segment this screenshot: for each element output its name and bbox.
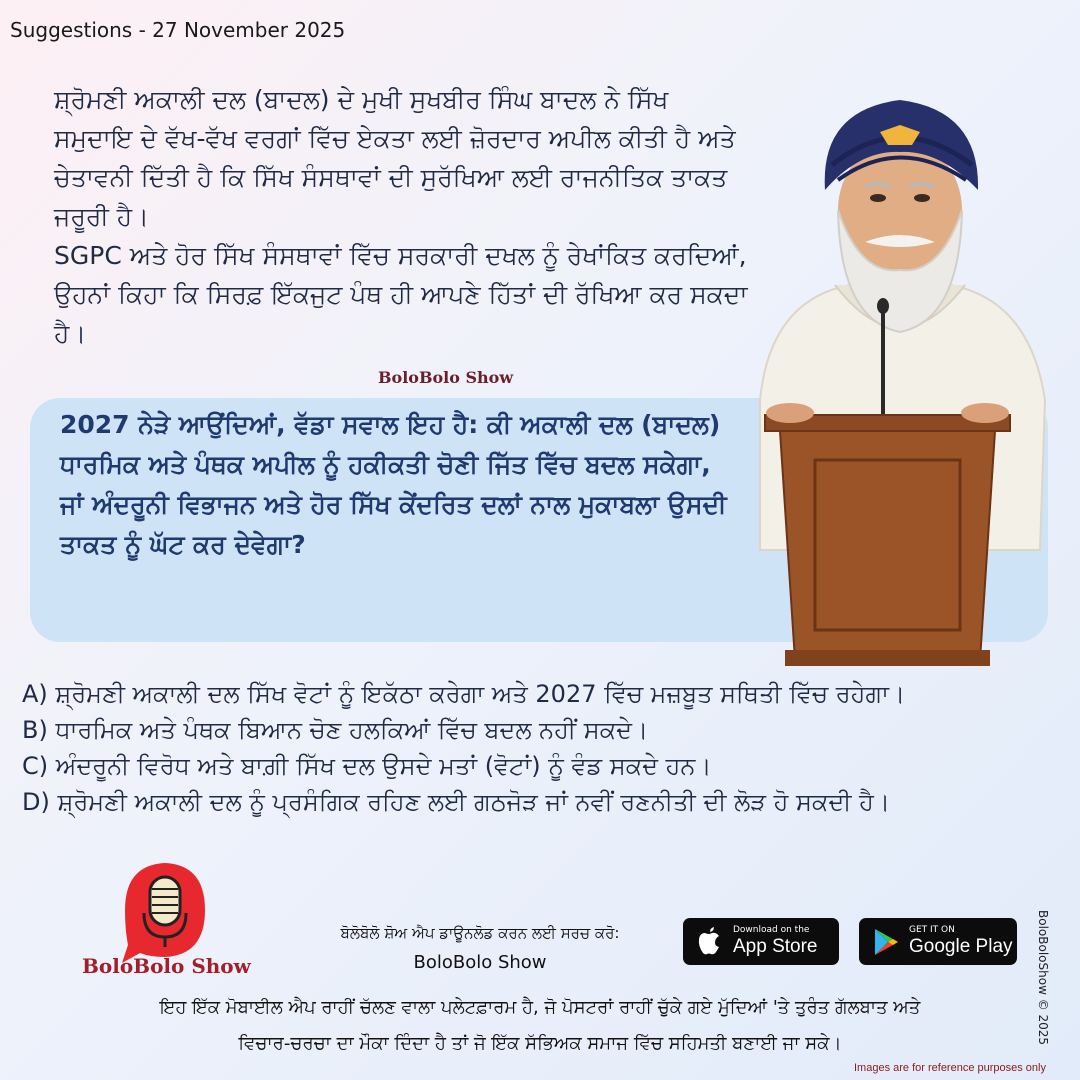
- answer-options: [22, 676, 1062, 820]
- apple-icon: [695, 927, 725, 957]
- footer-line-1: ਇਹ ਇੱਕ ਮੋਬਾਈਲ ਐਪ ਰਾਹੀਂ ਚੱਲਣ ਵਾਲਾ ਪਲੇਟਫ਼ਾਰਮ ਹੈ, ਜੋ ਪੋਸਟਰਾਂ ਰਾਹੀਂ ਚੁੱਕੇ ਗਏ ਮੁੱਦਿਆਂ 'ਤੇ ਤੁਰੰਤ ਗੱਲਬਾਤ ਅਤੇ: [159, 997, 921, 1018]
- intro-paragraph-2: SGPC ਅਤੇ ਹੋਰ ਸਿੱਖ ਸੰਸਥਾਵਾਂ ਵਿੱਚ ਸਰਕਾਰੀ ਦਖਲ ਨੂੰ ਰੇਖਾਂਕਿਤ ਕਰਦਿਆਂ, ਉਹਨਾਂ ਕਿਹਾ ਕਿ ਸਿਰਫ਼ ਇੱਕਜੁਟ ਪੰਥ ਹੀ ਆਪਣੇ ਹਿੱਤਾਂ ਦੀ ਰੱਖਿਆ ਕਰ ਸਕਦਾ ਹੈ।: [54, 241, 748, 348]
- search-instruction: ਬੋਲੋਬੋਲੋ ਸ਼ੋਅ ਐਪ ਡਾਊਨਲੋਡ ਕਰਨ ਲਈ ਸਰਚ ਕਰੋ:: [340, 924, 620, 942]
- copyright-notice: BoloBoloShow © 2025: [1036, 910, 1050, 1046]
- footer-line-2: ਵਿਚਾਰ-ਚਰਚਾ ਦਾ ਮੌਕਾ ਦਿੰਦਾ ਹੈ ਤਾਂ ਜੋ ਇੱਕ ਸੱਭਿਅਕ ਸਮਾਜ ਵਿੱਚ ਸਹਿਮਤੀ ਬਣਾਈ ਜਾ ਸਕੇ।: [238, 1033, 842, 1054]
- intro-text: [54, 80, 754, 353]
- option-c[interactable]: C) ਅੰਦਰੂਨੀ ਵਿਰੋਧ ਅਤੇ ਬਾਗ਼ੀ ਸਿੱਖ ਦਲ ਉਸਦੇ ਮਤਾਂ (ਵੋਟਾਂ) ਨੂੰ ਵੰਡ ਸਕਦੇ ਹਨ।: [22, 752, 712, 780]
- option-a[interactable]: A) ਸ਼੍ਰੋਮਣੀ ਅਕਾਲੀ ਦਲ ਸਿੱਖ ਵੋਟਾਂ ਨੂੰ ਇਕੱਠਾ ਕਰੇਗਾ ਅਤੇ 2027 ਵਿੱਚ ਮਜ਼ਬੂਤ ਸਥਿਤੀ ਵਿੱਚ ਰਹੇਗਾ।: [22, 680, 906, 708]
- speaker-illustration: [740, 70, 1060, 670]
- image-disclaimer: Images are for reference purposes only: [854, 1062, 1046, 1074]
- google-play-label: Google Play: [909, 936, 1013, 957]
- brand-logo-text: BoloBolo Show: [82, 954, 251, 978]
- download-instructions: [285, 918, 675, 978]
- app-store-small-label: Download on the: [733, 925, 810, 935]
- google-play-icon: [871, 927, 901, 957]
- app-store-label: App Store: [733, 936, 818, 957]
- google-play-button[interactable]: [859, 918, 1017, 965]
- intro-paragraph-1: ਸ਼੍ਰੋਮਣੀ ਅਕਾਲੀ ਦਲ (ਬਾਦਲ) ਦੇ ਮੁਖੀ ਸੁਖਬੀਰ ਸਿੰਘ ਬਾਦਲ ਨੇ ਸਿੱਖ ਸਮੁਦਾਇ ਦੇ ਵੱਖ-ਵੱਖ ਵਰਗਾਂ ਵਿੱਚ ਏਕਤਾ ਲਈ ਜ਼ੋਰਦਾਰ ਅਪੀਲ ਕੀਤੀ ਹੈ ਅਤੇ ਚੇਤਾਵਨੀ ਦਿੱਤੀ ਹੈ ਕਿ ਸਿੱਖ ਸੰਸਥਾਵਾਂ ਦੀ ਸੁਰੱਖਿਆ ਲਈ ਰਾਜਨੀਤਿਕ ਤਾਕਤ ਜਰੂਰੀ ਹੈ।: [54, 85, 736, 231]
- app-store-button[interactable]: [683, 918, 839, 965]
- option-d[interactable]: D) ਸ਼੍ਰੋਮਣੀ ਅਕਾਲੀ ਦਲ ਨੂੰ ਪ੍ਰਸੰਗਿਕ ਰਹਿਣ ਲਈ ਗਠਜੋੜ ਜਾਂ ਨਵੀਂ ਰਣਨੀਤੀ ਦੀ ਲੋੜ ਹੋ ਸਕਦੀ ਹੈ।: [22, 788, 891, 816]
- brand-watermark: BoloBolo Show: [378, 368, 514, 387]
- search-term: BoloBolo Show: [413, 952, 547, 973]
- google-play-small-label: GET IT ON: [909, 925, 955, 935]
- question-text: 2027 ਨੇੜੇ ਆਉਂਦਿਆਂ, ਵੱਡਾ ਸਵਾਲ ਇਹ ਹੈ: ਕੀ ਅਕਾਲੀ ਦਲ (ਬਾਦਲ) ਧਾਰਮਿਕ ਅਤੇ ਪੰਥਕ ਅਪੀਲ ਨੂੰ ਹਕੀਕਤੀ ਚੋਣੀ ਜਿੱਤ ਵਿੱਚ ਬਦਲ ਸਕੇਗਾ, ਜਾਂ ਅੰਦਰੂਨੀ ਵਿਭਾਜਨ ਅਤੇ ਹੋਰ ਸਿੱਖ ਕੇਂਦਰਿਤ ਦਲਾਂ ਨਾਲ ਮੁਕਾਬਲਾ ਉਸਦੀ ਤਾਕਤ ਨੂੰ ਘੱਟ ਕਰ ਦੇਵੇਗਾ?: [60, 410, 727, 559]
- date-line: Suggestions - 27 November 2025: [10, 18, 346, 42]
- footer-text: [60, 990, 1020, 1062]
- option-b[interactable]: B) ਧਾਰਮਿਕ ਅਤੇ ਪੰਥਕ ਬਿਆਨ ਚੋਣ ਹਲਕਿਆਂ ਵਿੱਚ ਬਦਲ ਨਹੀਂ ਸਕਦੇ।: [22, 716, 649, 744]
